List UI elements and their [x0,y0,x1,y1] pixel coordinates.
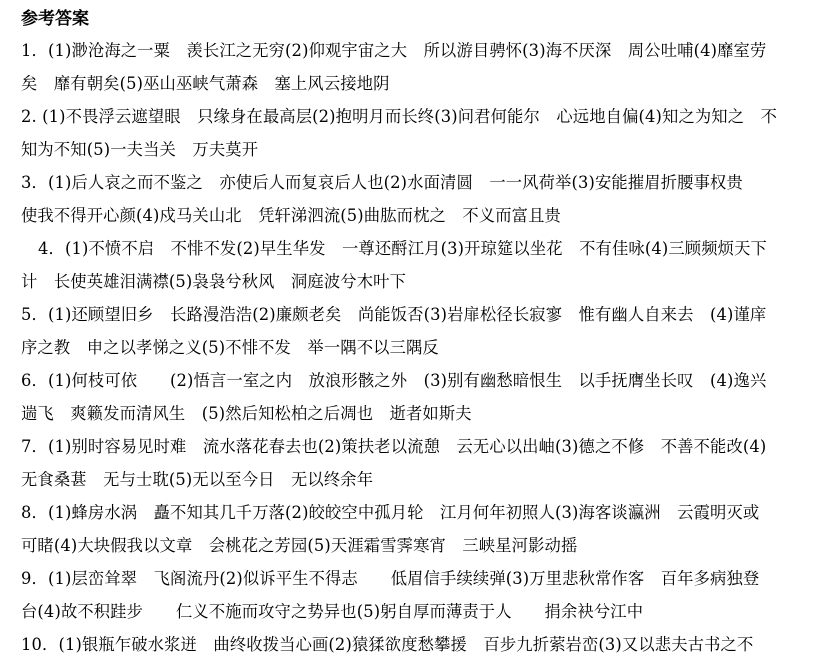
answer-line: 计 长使英雄泪满襟(5)袅袅兮秋风 洞庭波兮木叶下 [21,272,407,291]
answer-line: 矣 靡有朝矣(5)巫山巫峡气萧森 塞上风云接地阴 [21,74,390,93]
answer-line: 8．(1)蜂房水涡 矗不知其几千万落(2)皎皎空中孤月轮 江月何年初照人(3)海客谈瀛洲 云霞明灭或 [21,503,760,522]
answer-line: 7．(1)别时容易见时难 流水落花春去也(2)策扶老以流憩 云无心以出岫(3)德之不修 不善不能改(4) [21,437,767,456]
answer-line: 4．(1)不愤不启 不悱不发(2)早生华发 一尊还酹江月(3)开琼筵以坐花 不有佳咏(4)三顾频烦天下 [38,239,767,258]
answer-line: 6．(1)何枝可依 (2)悟言一室之内 放浪形骸之外 (3)别有幽愁暗恨生 以手抚膺坐长叹 (4)逸兴 [21,371,767,390]
answer-line: 10．(1)银瓶乍破水浆迸 曲终收拨当心画(2)猿猱欲度愁攀援 百步九折萦岩峦(3)又以悲夫古书之不 [21,635,754,654]
answer-line: 知为不知(5)一夫当关 万夫莫开 [21,140,259,159]
answer-line: 序之教 申之以孝悌之义(5)不悱不发 举一隅不以三隅反 [21,338,439,357]
answer-line: 3．(1)后人哀之而不鉴之 亦使后人而复哀后人也(2)水面清圆 一一风荷举(3)安能摧眉折腰事权贵 [21,173,743,192]
answer-line: 台(4)故不积跬步 仁义不施而攻守之势异也(5)躬自厚而薄责于人 捐余袂兮江中 [21,602,644,621]
answer-line: 1．(1)渺沧海之一粟 羡长江之无穷(2)仰观宇宙之大 所以游目骋怀(3)海不厌深 周公吐哺(4)靡室劳 [21,41,767,60]
answer-line: 使我不得开心颜(4)戍马关山北 凭轩涕泗流(5)曲肱而枕之 不义而富且贵 [21,206,561,225]
answer-line: 无食桑葚 无与士耽(5)无以至今日 无以终余年 [21,470,374,489]
answer-line: 9．(1)层峦耸翠 飞阁流丹(2)似诉平生不得志 低眉信手续续弹(3)万里悲秋常作客 百年多病独登 [21,569,760,588]
page-title: 参考答案 [21,9,89,29]
answer-line: 可睹(4)大块假我以文章 会桃花之芳园(5)天涯霜雪霁寒宵 三峡星河影动摇 [21,536,578,555]
answer-line: 遄飞 爽籁发而清风生 (5)然后知松柏之后凋也 逝者如斯夫 [21,404,472,423]
answer-line: 5．(1)还顾望旧乡 长路漫浩浩(2)廉颇老矣 尚能饭否(3)岩扉松径长寂寥 惟有幽人自来去 (4)谨庠 [21,305,767,324]
answer-line: 2. (1)不畏浮云遮望眼 只缘身在最高层(2)抱明月而长终(3)问君何能尔 心远地自偏(4)知之为知之 不 [21,107,778,126]
